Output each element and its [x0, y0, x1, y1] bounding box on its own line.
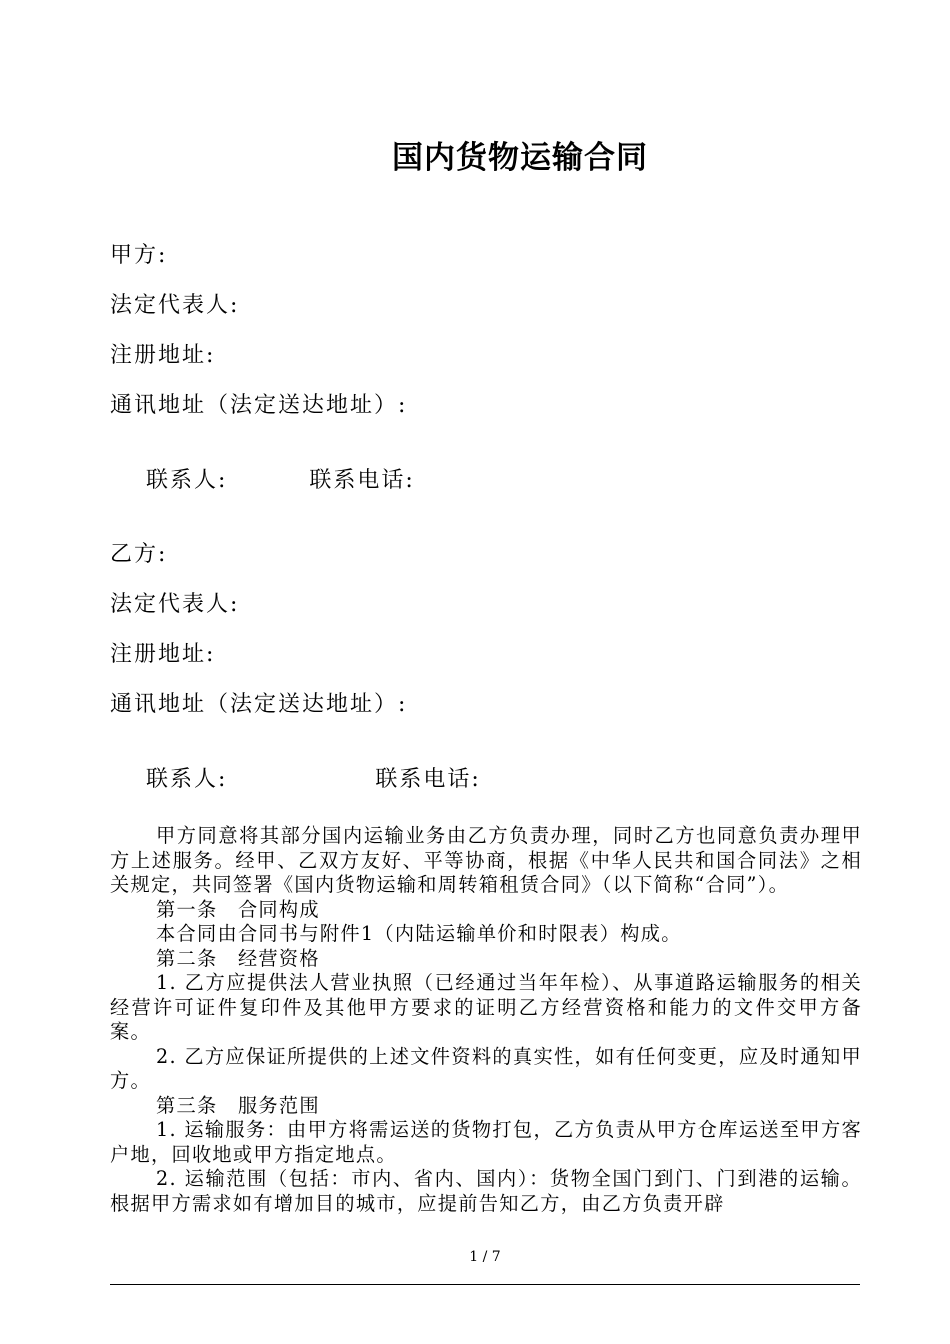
party-a-contact-row [110, 438, 415, 519]
party-a-name-label: 甲方: [110, 243, 168, 268]
party-b-comm-addr-label: 通讯地址（法定送达地址）: [110, 692, 408, 717]
document-title: 国内货物运输合同 [392, 140, 648, 176]
party-a-rep-label: 法定代表人: [110, 293, 240, 318]
body-paragraph: 本合同由合同书与附件1（内陆运输单价和时限表）构成。 [156, 922, 682, 945]
body-paragraph: 1. 运输服务：由甲方将需运送的货物打包，乙方负责从甲方仓库运送至甲方客户地，回收地或甲方指定地点。 [110, 1118, 862, 1166]
party-b-contact-label: 联系人: [145, 767, 228, 792]
article-heading: 第三条 服务范围 [156, 1093, 320, 1117]
page-number: 1 / 7 [469, 1249, 501, 1265]
party-b-contact-row [110, 737, 481, 818]
party-a-comm-addr-label: 通讯地址（法定送达地址）: [110, 393, 408, 418]
body-paragraph: 1. 乙方应提供法人营业执照（已经通过当年年检）、从事道路运输服务的相关经营许可证件复印件及其他甲方要求的证明乙方经营资格和能力的文件交甲方备案。 [110, 971, 862, 1043]
article-heading: 第二条 经营资格 [156, 946, 320, 970]
party-b-rep-label: 法定代表人: [110, 592, 240, 617]
party-a-reg-addr-label: 注册地址: [110, 343, 216, 368]
article-heading: 第一条 合同构成 [156, 897, 320, 921]
footer-divider [110, 1284, 860, 1285]
body-paragraph: 甲方同意将其部分国内运输业务由乙方负责办理，同时乙方也同意负责办理甲方上述服务。经甲、乙双方友好、平等协商，根据《中华人民共和国合同法》之相关规定，共同签署《国内货物运输和周转箱租赁合同》（以下简称“合同”）。 [110, 824, 862, 896]
body-paragraph: 2. 运输范围（包括：市内、省内、国内）：货物全国门到门、门到港的运输。根据甲方需求如有增加目的城市，应提前告知乙方，由乙方负责开辟 [110, 1167, 862, 1215]
party-a-phone-label: 联系电话: [309, 468, 415, 493]
party-b-name-label: 乙方: [110, 542, 168, 567]
party-a-contact-label: 联系人: [145, 468, 228, 493]
party-b-phone-label: 联系电话: [375, 767, 481, 792]
contract-body [110, 824, 862, 1216]
body-paragraph: 2. 乙方应保证所提供的上述文件资料的真实性，如有任何变更，应及时通知甲方。 [110, 1044, 862, 1092]
party-b-reg-addr-label: 注册地址: [110, 642, 216, 667]
